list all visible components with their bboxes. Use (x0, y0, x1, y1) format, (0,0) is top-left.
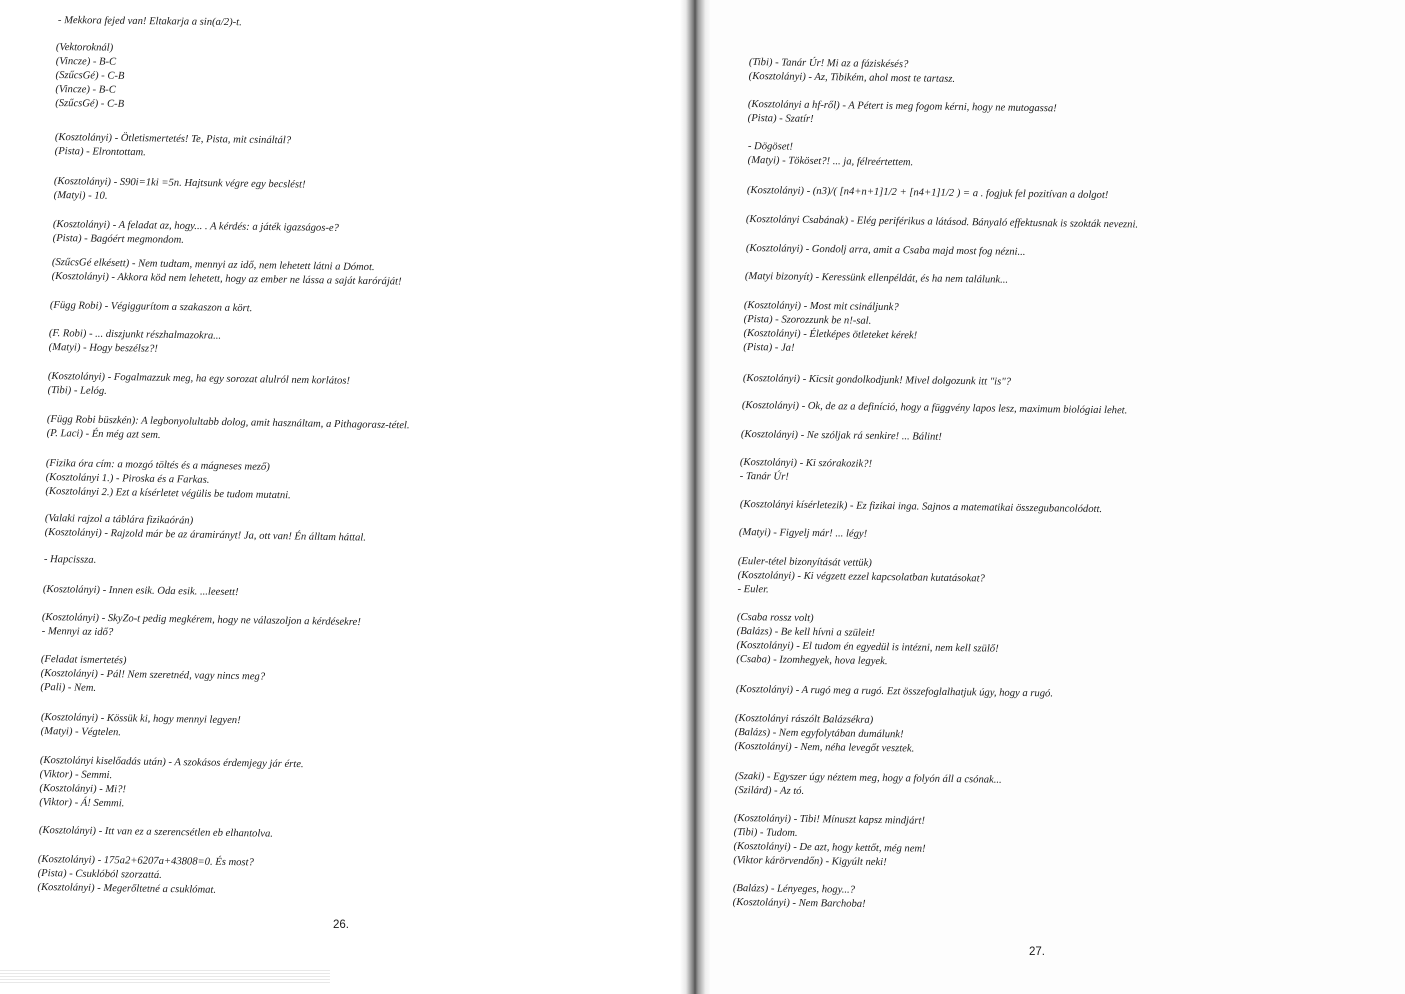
dialogue-line: (Kosztolányi) - Most mit csináljunk? (743, 299, 899, 314)
dialogue-line: (Kosztolányi) - A feladat az, hogy... . A kérdés: a játék igazságos-e? (52, 218, 339, 234)
dialogue-line: (Szilárd) - Az tó. (734, 784, 805, 797)
dialogue-block (41, 711, 241, 742)
dialogue-line: (Feladat ismertetés) (40, 653, 127, 667)
dialogue-block (45, 512, 367, 546)
dialogue-block (44, 553, 97, 568)
dialogue-line: (F. Robi) - ... diszjunkt részhalmazokra... (48, 327, 222, 342)
dialogue-line: (Kosztolányi) - Ne szóljak rá senkire! ... Bálint! (740, 428, 942, 443)
dialogue-line: (Pista) - Szorozzunk be n!-sal. (743, 313, 872, 327)
dialogue-line: (Matyi) - Figyelj már! ... légy! (738, 526, 868, 540)
dialogue-line: - Hapcissza. (43, 553, 97, 566)
dialogue-line: (Kosztolányi) - 175a2+6207a+43808=0. És most? (37, 853, 254, 869)
dialogue-line: (Kosztolányi) - Mi?! (39, 782, 127, 796)
dialogue-block (55, 41, 125, 112)
dialogue-line: (Balázs) - Lényeges, hogy...? (732, 882, 856, 896)
dialogue-block (739, 526, 867, 542)
dialogue-line: (Viktor) - Semmi. (39, 768, 113, 782)
dialogue-line: - Tanár Úr! (739, 470, 789, 483)
dialogue-line: - Mennyi az idő? (41, 625, 114, 639)
dialogue-block (39, 754, 304, 814)
dialogue-block (733, 882, 866, 912)
dialogue-block (52, 256, 402, 289)
dialogue-line: (Matyi bizonyít) - Keressünk ellenpéldát, és ha nem találunk... (744, 270, 1009, 286)
dialogue-line: (Kosztolányi) - Nem, néha levegőt vesztek. (734, 740, 915, 755)
dialogue-line: (Vincze) - B-C (55, 83, 116, 96)
dialogue-line: (Kosztolányi) - Fogalmazzuk meg, ha egy sorozat alulról nem korlátos! (47, 370, 351, 387)
dialogue-line: (Szaki) - Egyszer úgy néztem meg, hogy a folyón áll a csónak... (734, 770, 1002, 786)
dialogue-block (736, 683, 1053, 701)
dialogue-line: (Tibi) - Tudom. (733, 826, 798, 839)
dialogue-line: (Kosztolányi) - (n3)/( [n4+n+1]1/2 + [n4+1]1/2 ) = a . fogjuk fel pozitívan a dolgot! (746, 184, 1109, 202)
dialogue-line: (SzűcsGé) - C-B (55, 69, 125, 82)
dialogue-block (49, 327, 222, 358)
dialogue-line: (Tibi) - Lelóg. (47, 384, 107, 397)
dialogue-block (740, 498, 1102, 517)
dialogue-block (734, 712, 914, 757)
dialogue-line: (Matyi) - Végtelen. (40, 725, 122, 739)
dialogue-line: (Függ Robi) - Végiggurítom a szakaszon a kört. (49, 299, 253, 315)
dialogue-line: - Mekkora fejed van! Eltakarja a sin(a/2)-t. (57, 14, 242, 29)
dialogue-line: (Kosztolányi) - A rugó meg a rugó. Ezt összefoglalhatjuk úgy, hogy a rugó. (735, 683, 1054, 700)
dialogue-line: (Fizika óra cím: a mozgó töltés és a mágneses mező) (45, 457, 270, 473)
dialogue-line: (Tibi) - Tanár Úr! Mi az a fáziskésés? (748, 56, 909, 71)
dialogue-block (733, 812, 926, 871)
dialogue-line: (Kosztolányi) - Ki végzett ezzel kapcsolatban kutatásokat? (737, 569, 985, 585)
left-page (0, 0, 686, 994)
dialogue-block (735, 770, 1002, 802)
dialogue-block (746, 213, 1138, 232)
dialogue-line: (Kosztolányi kísérletezik) - Ez fizikai inga. Sajnos a matematikai összegubancolódott. (739, 498, 1103, 516)
dialogue-line: (Kosztolányi Csabának) - Elég periférikus a látásod. Bányaló effektusnak is szokták nevezni. (745, 213, 1139, 231)
dialogue-block (58, 14, 242, 30)
dialogue-line: (Kosztolányi) - De azt, hogy kettőt, még nem! (733, 840, 926, 855)
dialogue-line: (Kosztolányi) - Tibi! Mínuszt kapsz mindjárt! (733, 812, 925, 827)
dialogue-line: (Viktor) - Á! Semmi. (39, 796, 125, 810)
dialogue-line: (Kosztolányi) - Akkora köd nem lehetett, hogy az ember ne lássa a saját karóráját! (51, 270, 402, 288)
dialogue-line: (Kosztolányi) - Kössük ki, hogy mennyi legyen! (40, 711, 241, 727)
dialogue-block (42, 611, 361, 644)
dialogue-line: (Viktor kárörvendőn) - Kigyúlt neki! (733, 854, 887, 869)
dialogue-block (37, 853, 254, 898)
dialogue-line: (Kosztolányi) - Ki szórakozik?! (739, 456, 873, 470)
dialogue-line: (SzűcsGé elkésett) - Nem tudtam, mennyi az idő, nem lehetett látni a Dómot. (51, 256, 375, 274)
dialogue-block (742, 399, 1128, 418)
dialogue-line: (Kosztolányi) - Életképes ötleteket kérek! (743, 327, 918, 342)
dialogue-line: (Kosztolányi 2.) Ezt a kísérletet végülis be tudom mutatni. (45, 485, 291, 502)
dialogue-block (747, 184, 1109, 203)
dialogue-line: (Kosztolányi kiselőadás után) - A szokásos érdemjegy jár érte. (39, 754, 304, 771)
dialogue-line: (Kosztolányi) - Gondolj arra, amit a Csaba majd most fog nézni... (745, 242, 1026, 258)
dialogue-line: (Kosztolányi) - Az, Tibikém, ahol most te tartasz. (748, 70, 956, 85)
dialogue-block (54, 175, 306, 207)
dialogue-line: (Pista) - Elrontottam. (54, 145, 146, 159)
dialogue-line: (Balázs) - Nem egyfolytában dumálunk! (734, 726, 904, 741)
dialogue-line: (Matyi) - 10. (53, 189, 108, 202)
dialogue-line: (Pista) - Ja! (743, 341, 795, 354)
dialogue-line: (Balázs) - Be kell hívni a szüleit! (736, 625, 876, 639)
dialogue-line: - Euler. (737, 583, 769, 596)
dialogue-line: (Kosztolányi) - S90i=1ki =5n. Hajtsunk végre egy becslést! (53, 175, 306, 191)
dialogue-line: (Matyi) - Tököset?! ... ja, félreértettem. (747, 154, 914, 169)
dialogue-block (745, 270, 1008, 288)
dialogue-line: (Euler-tétel bizonyítását vettük) (737, 555, 872, 569)
dialogue-line: (SzűcsGé) - C-B (55, 97, 125, 110)
dialogue-block (40, 653, 265, 699)
dialogue-block (736, 611, 999, 671)
dialogue-line: (Kosztolányi) - Pál! Nem szeretnéd, vagy nincs meg? (40, 667, 266, 683)
dialogue-block (45, 457, 291, 503)
dialogue-block (740, 456, 873, 486)
dialogue-block (55, 131, 292, 162)
dialogue-line: (Kosztolányi) - El tudom én egyedül is intézni, nem kell szülő! (736, 639, 999, 655)
dialogue-block (748, 140, 914, 170)
dialogue-line: (Pali) - Nem. (40, 681, 97, 694)
dialogue-line: (Csaba rossz volt) (736, 611, 814, 625)
dialogue-block (743, 372, 1011, 390)
dialogue-line: (Kosztolányi) - Ötletismertetés! Te, Pista, mit csináltál? (54, 131, 292, 147)
dialogue-line: (Kosztolányi) - Innen esik. Oda esik. ...leesett! (42, 583, 239, 599)
dialogue-block (746, 242, 1026, 260)
dialogue-block (743, 299, 918, 357)
dialogue-line: (Kosztolányi) - Rajzold már be az áramirányt! Ja, ott van! Én álltam háttal. (44, 526, 367, 544)
dialogue-block (47, 413, 410, 447)
dialogue-line: (P. Laci) - Én még azt sem. (46, 427, 161, 441)
dialogue-line: (Függ Robi büszkén): A legbonyolultabb dolog, amit használtam, a Pithagorasz-tétel. (46, 413, 410, 432)
page-number: 27. (1029, 946, 1045, 958)
dialogue-block (53, 218, 339, 250)
dialogue-line: (Kosztolányi) - SkyZo-t pedig megkérem, hogy ne válaszoljon a kérdésekre! (41, 611, 361, 629)
dialogue-line: (Kosztolányi) - Itt van ez a szerencsétlen eb elhantolva. (38, 824, 274, 840)
dialogue-line: (Kosztolányi) - Nem Barchoba! (732, 896, 866, 910)
dialogue-block (748, 98, 1057, 130)
dialogue-line: (Vektoroknál) (55, 41, 114, 54)
dialogue-line: (Vincze) - B-C (55, 55, 117, 68)
dialogue-line: (Kosztolányi rászólt Balázsékra) (734, 712, 874, 726)
dialogue-block (48, 370, 350, 403)
dialogue-line: (Kosztolányi a hf-ről) - A Pétert is meg fogom kérni, hogy ne mutogassa! (747, 98, 1057, 115)
dialogue-block (737, 555, 985, 600)
dialogue-line: (Valaki rajzol a táblára fizikaórán) (44, 512, 194, 527)
dialogue-block (43, 583, 239, 600)
dialogue-line: (Pista) - Bagóért megmondom. (52, 232, 185, 246)
page-number: 26. (333, 919, 349, 931)
dialogue-block (749, 56, 956, 87)
dialogue-line: (Pista) - Csuklóból szorzattá. (37, 867, 162, 881)
dialogue-line: (Kosztolányi) - Kicsit gondolkodjunk! Mivel dolgozunk itt "is"? (742, 372, 1012, 388)
dialogue-line: (Kosztolányi 1.) - Piroska és a Farkas. (45, 471, 210, 486)
right-page (686, 0, 1405, 994)
dialogue-line: (Matyi) - Hogy beszélsz?! (48, 341, 158, 355)
dialogue-line: (Csaba) - Izomhegyek, hova legyek. (736, 653, 888, 668)
page-edge-shadow (0, 970, 330, 984)
book-gutter (680, 0, 710, 994)
dialogue-block (39, 824, 273, 842)
dialogue-line: (Kosztolányi) - Ok, de az a definíció, hogy a függvény lapos lesz, maximum biológiai lehet. (741, 399, 1128, 417)
dialogue-line: (Pista) - Szatír! (747, 112, 814, 125)
dialogue-block (741, 428, 942, 445)
dialogue-line: - Dögöset! (747, 140, 793, 153)
dialogue-block (50, 299, 253, 316)
dialogue-line: (Kosztolányi) - Megerőltetné a csuklómat. (37, 881, 217, 896)
